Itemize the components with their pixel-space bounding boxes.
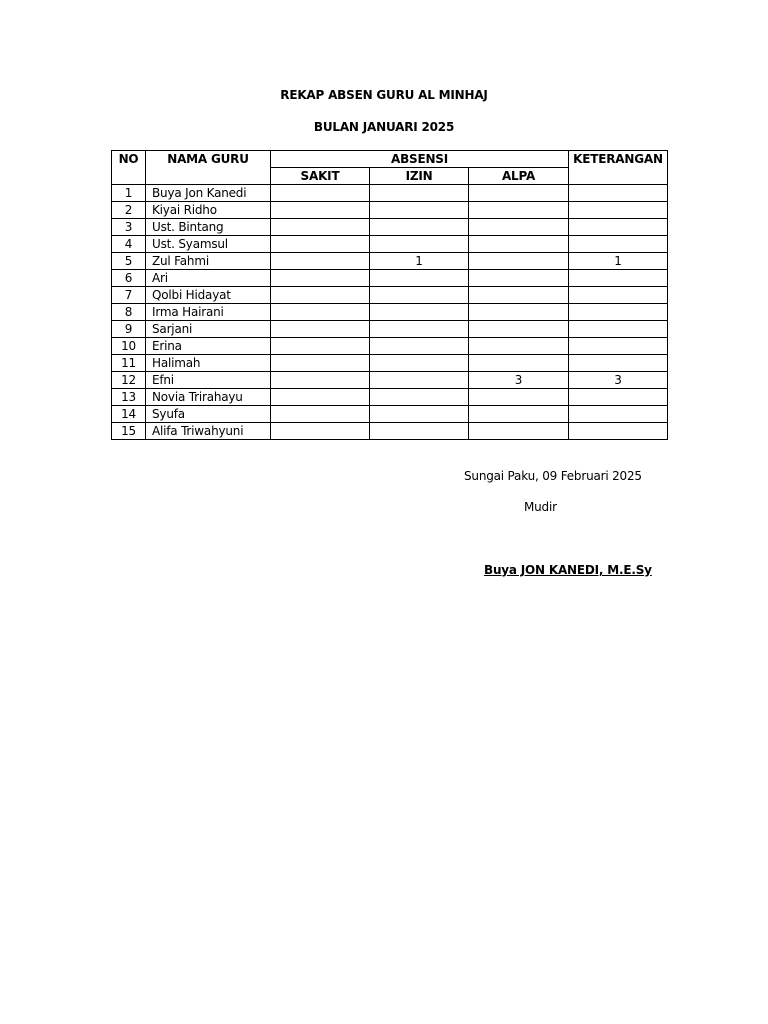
row-keterangan-cell xyxy=(569,185,668,202)
row-alpa-cell xyxy=(469,270,569,287)
row-keterangan-cell xyxy=(569,202,668,219)
row-sakit-cell xyxy=(271,202,370,219)
row-no-cell: 4 xyxy=(112,236,146,253)
row-alpa-cell xyxy=(469,321,569,338)
row-keterangan-cell xyxy=(569,321,668,338)
row-alpa-cell xyxy=(469,423,569,440)
row-keterangan-cell xyxy=(569,219,668,236)
row-no-cell: 2 xyxy=(112,202,146,219)
row-alpa-cell xyxy=(469,389,569,406)
row-alpa-cell xyxy=(469,185,569,202)
row-no-cell: 10 xyxy=(112,338,146,355)
row-sakit-cell xyxy=(271,321,370,338)
row-name-cell: Halimah xyxy=(146,355,271,372)
row-keterangan-cell xyxy=(569,423,668,440)
row-no-cell: 1 xyxy=(112,185,146,202)
row-keterangan-cell: 1 xyxy=(569,253,668,270)
row-izin-cell xyxy=(370,202,469,219)
row-sakit-cell xyxy=(271,236,370,253)
row-name-cell: Ust. Syamsul xyxy=(146,236,271,253)
row-sakit-cell xyxy=(271,355,370,372)
row-name-cell: Efni xyxy=(146,372,271,389)
table-header-row xyxy=(112,151,668,168)
row-no-cell: 8 xyxy=(112,304,146,321)
row-sakit-cell xyxy=(271,338,370,355)
table-row xyxy=(112,219,668,236)
header-absensi: ABSENSI xyxy=(271,151,569,168)
row-alpa-cell xyxy=(469,202,569,219)
row-name-cell: Kiyai Ridho xyxy=(146,202,271,219)
row-name-cell: Ari xyxy=(146,270,271,287)
row-sakit-cell xyxy=(271,389,370,406)
row-keterangan-cell xyxy=(569,389,668,406)
row-sakit-cell xyxy=(271,304,370,321)
header-nama-guru: NAMA GURU xyxy=(146,151,271,185)
row-izin-cell xyxy=(370,219,469,236)
table-row xyxy=(112,338,668,355)
row-sakit-cell xyxy=(271,270,370,287)
row-izin-cell xyxy=(370,321,469,338)
row-keterangan-cell xyxy=(569,236,668,253)
row-name-cell: Qolbi Hidayat xyxy=(146,287,271,304)
document-title: REKAP ABSEN GURU AL MINHAJ xyxy=(280,88,488,102)
table-body xyxy=(112,185,668,440)
table-row xyxy=(112,406,668,423)
row-izin-cell xyxy=(370,355,469,372)
row-keterangan-cell xyxy=(569,287,668,304)
row-no-cell: 6 xyxy=(112,270,146,287)
row-no-cell: 12 xyxy=(112,372,146,389)
row-keterangan-cell xyxy=(569,304,668,321)
table-row xyxy=(112,236,668,253)
row-sakit-cell xyxy=(271,253,370,270)
row-name-cell: Syufa xyxy=(146,406,271,423)
row-sakit-cell xyxy=(271,287,370,304)
row-alpa-cell xyxy=(469,355,569,372)
attendance-table xyxy=(111,150,668,440)
row-no-cell: 11 xyxy=(112,355,146,372)
row-name-cell: Ust. Bintang xyxy=(146,219,271,236)
row-no-cell: 15 xyxy=(112,423,146,440)
row-alpa-cell xyxy=(469,304,569,321)
row-no-cell: 5 xyxy=(112,253,146,270)
row-izin-cell xyxy=(370,389,469,406)
row-name-cell: Irma Hairani xyxy=(146,304,271,321)
row-no-cell: 9 xyxy=(112,321,146,338)
header-izin: IZIN xyxy=(370,168,469,185)
row-no-cell: 7 xyxy=(112,287,146,304)
row-izin-cell xyxy=(370,406,469,423)
header-keterangan: KETERANGAN xyxy=(569,151,668,185)
row-keterangan-cell xyxy=(569,355,668,372)
row-keterangan-cell xyxy=(569,406,668,423)
table-row xyxy=(112,185,668,202)
row-no-cell: 13 xyxy=(112,389,146,406)
row-name-cell: Erina xyxy=(146,338,271,355)
table-row xyxy=(112,287,668,304)
table-row xyxy=(112,389,668,406)
row-izin-cell xyxy=(370,236,469,253)
row-name-cell: Alifa Triwahyuni xyxy=(146,423,271,440)
row-alpa-cell xyxy=(469,236,569,253)
row-izin-cell: 1 xyxy=(370,253,469,270)
row-name-cell: Novia Trirahayu xyxy=(146,389,271,406)
table-row xyxy=(112,304,668,321)
table-row xyxy=(112,270,668,287)
table-row xyxy=(112,321,668,338)
row-name-cell: Zul Fahmi xyxy=(146,253,271,270)
row-keterangan-cell xyxy=(569,338,668,355)
signature-name: Buya JON KANEDI, M.E.Sy xyxy=(484,563,652,577)
table-row xyxy=(112,253,668,270)
row-keterangan-cell xyxy=(569,270,668,287)
row-sakit-cell xyxy=(271,185,370,202)
row-alpa-cell xyxy=(469,406,569,423)
signature-place-date: Sungai Paku, 09 Februari 2025 xyxy=(464,469,642,483)
row-alpa-cell xyxy=(469,253,569,270)
row-sakit-cell xyxy=(271,372,370,389)
row-alpa-cell xyxy=(469,219,569,236)
row-no-cell: 3 xyxy=(112,219,146,236)
row-no-cell: 14 xyxy=(112,406,146,423)
document-subtitle: BULAN JANUARI 2025 xyxy=(313,120,455,134)
row-alpa-cell xyxy=(469,287,569,304)
row-izin-cell xyxy=(370,423,469,440)
row-sakit-cell xyxy=(271,406,370,423)
header-alpa: ALPA xyxy=(469,168,569,185)
header-no: NO xyxy=(112,151,146,185)
row-alpa-cell xyxy=(469,338,569,355)
header-sakit: SAKIT xyxy=(271,168,370,185)
row-izin-cell xyxy=(370,270,469,287)
row-izin-cell xyxy=(370,304,469,321)
row-alpa-cell: 3 xyxy=(469,372,569,389)
row-keterangan-cell: 3 xyxy=(569,372,668,389)
table-row xyxy=(112,423,668,440)
row-name-cell: Sarjani xyxy=(146,321,271,338)
row-izin-cell xyxy=(370,338,469,355)
row-izin-cell xyxy=(370,185,469,202)
row-sakit-cell xyxy=(271,219,370,236)
row-name-cell: Buya Jon Kanedi xyxy=(146,185,271,202)
signature-position: Mudir xyxy=(524,500,557,514)
row-sakit-cell xyxy=(271,423,370,440)
row-izin-cell xyxy=(370,287,469,304)
table-row xyxy=(112,355,668,372)
row-izin-cell xyxy=(370,372,469,389)
table-row xyxy=(112,372,668,389)
table-row xyxy=(112,202,668,219)
